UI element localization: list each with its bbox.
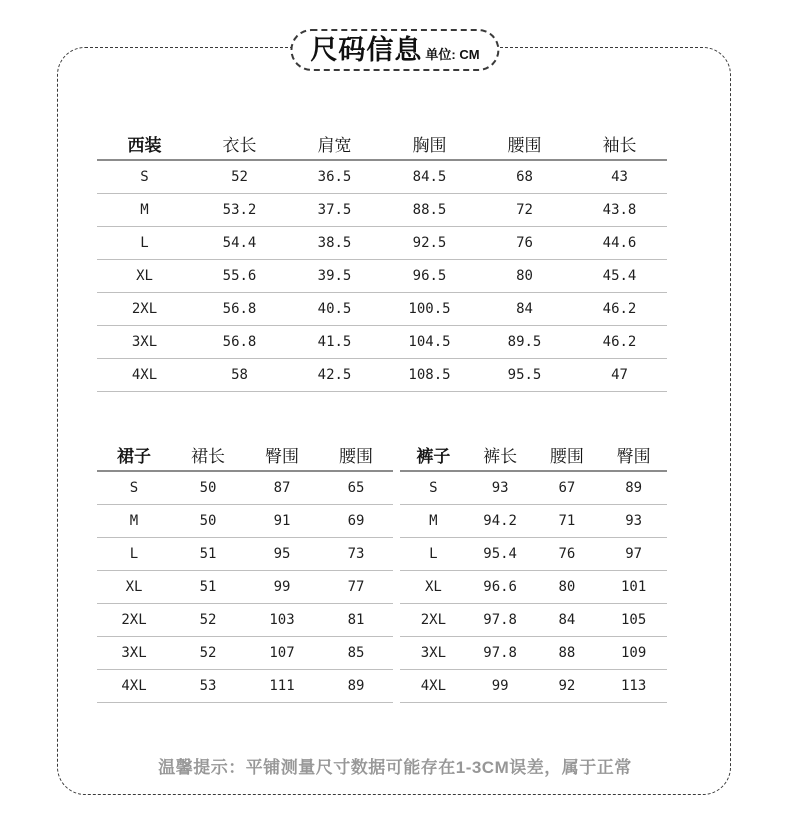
measurement-cell: 95.5 bbox=[477, 358, 572, 391]
measurement-cell: 69 bbox=[319, 504, 393, 537]
table-row bbox=[97, 570, 393, 603]
size-label-cell: 3XL bbox=[400, 636, 467, 669]
measurement-cell: 38.5 bbox=[287, 226, 382, 259]
table-title-cell: 裙子 bbox=[97, 438, 171, 471]
measurement-cell: 95 bbox=[245, 537, 319, 570]
measurement-cell: 56.8 bbox=[192, 292, 287, 325]
measurement-cell: 40.5 bbox=[287, 292, 382, 325]
table-row bbox=[400, 669, 667, 702]
measurement-cell: 108.5 bbox=[382, 358, 477, 391]
measurement-cell: 72 bbox=[477, 193, 572, 226]
measurement-cell: 87 bbox=[245, 471, 319, 504]
column-header-cell: 胸围 bbox=[382, 127, 477, 160]
measurement-cell: 46.2 bbox=[572, 325, 667, 358]
measurement-cell: 100.5 bbox=[382, 292, 477, 325]
measurement-cell: 101 bbox=[600, 570, 667, 603]
column-header-cell: 腰围 bbox=[477, 127, 572, 160]
measurement-cell: 89.5 bbox=[477, 325, 572, 358]
table-row bbox=[97, 193, 667, 226]
measurement-cell: 52 bbox=[192, 160, 287, 193]
table-row bbox=[400, 537, 667, 570]
measurement-cell: 37.5 bbox=[287, 193, 382, 226]
measurement-cell: 89 bbox=[600, 471, 667, 504]
size-label-cell: XL bbox=[400, 570, 467, 603]
measurement-cell: 95.4 bbox=[467, 537, 534, 570]
table-row bbox=[400, 471, 667, 504]
table-title-cell: 西装 bbox=[97, 127, 192, 160]
measurement-cell: 58 bbox=[192, 358, 287, 391]
measurement-cell: 46.2 bbox=[572, 292, 667, 325]
column-header-cell: 衣长 bbox=[192, 127, 287, 160]
column-header-cell: 臀围 bbox=[245, 438, 319, 471]
column-header-cell: 腰围 bbox=[319, 438, 393, 471]
measurement-cell: 73 bbox=[319, 537, 393, 570]
pants-size-table-grid bbox=[400, 438, 667, 703]
measurement-cell: 96.5 bbox=[382, 259, 477, 292]
size-label-cell: 2XL bbox=[400, 603, 467, 636]
measurement-cell: 107 bbox=[245, 636, 319, 669]
size-label-cell: M bbox=[97, 193, 192, 226]
measurement-cell: 76 bbox=[477, 226, 572, 259]
size-label-cell: L bbox=[97, 537, 171, 570]
measurement-cell: 104.5 bbox=[382, 325, 477, 358]
measurement-cell: 91 bbox=[245, 504, 319, 537]
measurement-cell: 53 bbox=[171, 669, 245, 702]
size-label-cell: M bbox=[97, 504, 171, 537]
size-label-cell: 4XL bbox=[97, 669, 171, 702]
measurement-cell: 84.5 bbox=[382, 160, 477, 193]
measurement-cell: 92 bbox=[534, 669, 601, 702]
table-row bbox=[97, 259, 667, 292]
measurement-cell: 103 bbox=[245, 603, 319, 636]
measurement-cell: 80 bbox=[477, 259, 572, 292]
column-header-cell: 肩宽 bbox=[287, 127, 382, 160]
measurement-cell: 55.6 bbox=[192, 259, 287, 292]
measurement-cell: 80 bbox=[534, 570, 601, 603]
table-row bbox=[97, 471, 393, 504]
size-label-cell: 4XL bbox=[400, 669, 467, 702]
measurement-cell: 51 bbox=[171, 570, 245, 603]
size-label-cell: S bbox=[97, 160, 192, 193]
measurement-cell: 96.6 bbox=[467, 570, 534, 603]
measurement-cell: 52 bbox=[171, 636, 245, 669]
measurement-cell: 85 bbox=[319, 636, 393, 669]
measurement-cell: 109 bbox=[600, 636, 667, 669]
measurement-cell: 44.6 bbox=[572, 226, 667, 259]
skirt-size-table-grid bbox=[97, 438, 393, 703]
suit-size-table-grid bbox=[97, 127, 667, 392]
measurement-cell: 45.4 bbox=[572, 259, 667, 292]
unit-label: 单位: CM bbox=[425, 47, 480, 62]
size-label-cell: 2XL bbox=[97, 603, 171, 636]
measurement-cell: 65 bbox=[319, 471, 393, 504]
column-header-cell: 袖长 bbox=[572, 127, 667, 160]
column-header-cell: 裤长 bbox=[467, 438, 534, 471]
table-header-row bbox=[400, 438, 667, 471]
measurement-cell: 43.8 bbox=[572, 193, 667, 226]
measurement-cell: 54.4 bbox=[192, 226, 287, 259]
table-row bbox=[97, 292, 667, 325]
measurement-cell: 92.5 bbox=[382, 226, 477, 259]
table-row bbox=[400, 570, 667, 603]
measurement-cell: 47 bbox=[572, 358, 667, 391]
column-header-cell: 臀围 bbox=[600, 438, 667, 471]
measurement-cell: 88.5 bbox=[382, 193, 477, 226]
table-row bbox=[97, 160, 667, 193]
measurement-cell: 97 bbox=[600, 537, 667, 570]
size-label-cell: 2XL bbox=[97, 292, 192, 325]
skirt-size-table bbox=[97, 438, 393, 703]
size-label-cell: L bbox=[400, 537, 467, 570]
measurement-cell: 84 bbox=[477, 292, 572, 325]
table-row bbox=[97, 669, 393, 702]
measurement-cell: 105 bbox=[600, 603, 667, 636]
size-label-cell: XL bbox=[97, 570, 171, 603]
measurement-cell: 77 bbox=[319, 570, 393, 603]
measurement-cell: 56.8 bbox=[192, 325, 287, 358]
measurement-cell: 113 bbox=[600, 669, 667, 702]
measurement-cell: 41.5 bbox=[287, 325, 382, 358]
size-label-cell: XL bbox=[97, 259, 192, 292]
measurement-cell: 67 bbox=[534, 471, 601, 504]
size-info-badge bbox=[290, 29, 499, 71]
table-row bbox=[97, 537, 393, 570]
measurement-cell: 76 bbox=[534, 537, 601, 570]
measurement-cell: 50 bbox=[171, 471, 245, 504]
measurement-cell: 94.2 bbox=[467, 504, 534, 537]
measurement-note: 温馨提示：平铺测量尺寸数据可能存在1-3CM误差，属于正常 bbox=[158, 758, 632, 777]
measurement-cell: 88 bbox=[534, 636, 601, 669]
suit-size-table bbox=[97, 127, 667, 392]
measurement-cell: 111 bbox=[245, 669, 319, 702]
measurement-cell: 71 bbox=[534, 504, 601, 537]
measurement-cell: 53.2 bbox=[192, 193, 287, 226]
size-label-cell: 4XL bbox=[97, 358, 192, 391]
size-label-cell: M bbox=[400, 504, 467, 537]
measurement-cell: 68 bbox=[477, 160, 572, 193]
measurement-cell: 97.8 bbox=[467, 636, 534, 669]
measurement-cell: 43 bbox=[572, 160, 667, 193]
measurement-cell: 93 bbox=[600, 504, 667, 537]
measurement-cell: 99 bbox=[467, 669, 534, 702]
size-info-title: 尺码信息 bbox=[310, 35, 423, 65]
measurement-cell: 51 bbox=[171, 537, 245, 570]
measurement-cell: 99 bbox=[245, 570, 319, 603]
table-row bbox=[400, 504, 667, 537]
table-row bbox=[97, 358, 667, 391]
table-row bbox=[97, 504, 393, 537]
size-label-cell: 3XL bbox=[97, 325, 192, 358]
measurement-cell: 36.5 bbox=[287, 160, 382, 193]
measurement-cell: 97.8 bbox=[467, 603, 534, 636]
measurement-cell: 42.5 bbox=[287, 358, 382, 391]
column-header-cell: 裙长 bbox=[171, 438, 245, 471]
size-label-cell: S bbox=[400, 471, 467, 504]
size-label-cell: S bbox=[97, 471, 171, 504]
measurement-cell: 39.5 bbox=[287, 259, 382, 292]
size-label-cell: 3XL bbox=[97, 636, 171, 669]
measurement-cell: 93 bbox=[467, 471, 534, 504]
table-row bbox=[400, 603, 667, 636]
table-row bbox=[97, 636, 393, 669]
table-title-cell: 裤子 bbox=[400, 438, 467, 471]
table-header-row bbox=[97, 127, 667, 160]
table-row bbox=[97, 603, 393, 636]
table-row bbox=[97, 226, 667, 259]
table-row bbox=[400, 636, 667, 669]
table-row bbox=[97, 325, 667, 358]
measurement-cell: 89 bbox=[319, 669, 393, 702]
column-header-cell: 腰围 bbox=[534, 438, 601, 471]
size-label-cell: L bbox=[97, 226, 192, 259]
measurement-cell: 50 bbox=[171, 504, 245, 537]
pants-size-table bbox=[400, 438, 667, 703]
measurement-cell: 81 bbox=[319, 603, 393, 636]
measurement-cell: 52 bbox=[171, 603, 245, 636]
measurement-cell: 84 bbox=[534, 603, 601, 636]
table-header-row bbox=[97, 438, 393, 471]
